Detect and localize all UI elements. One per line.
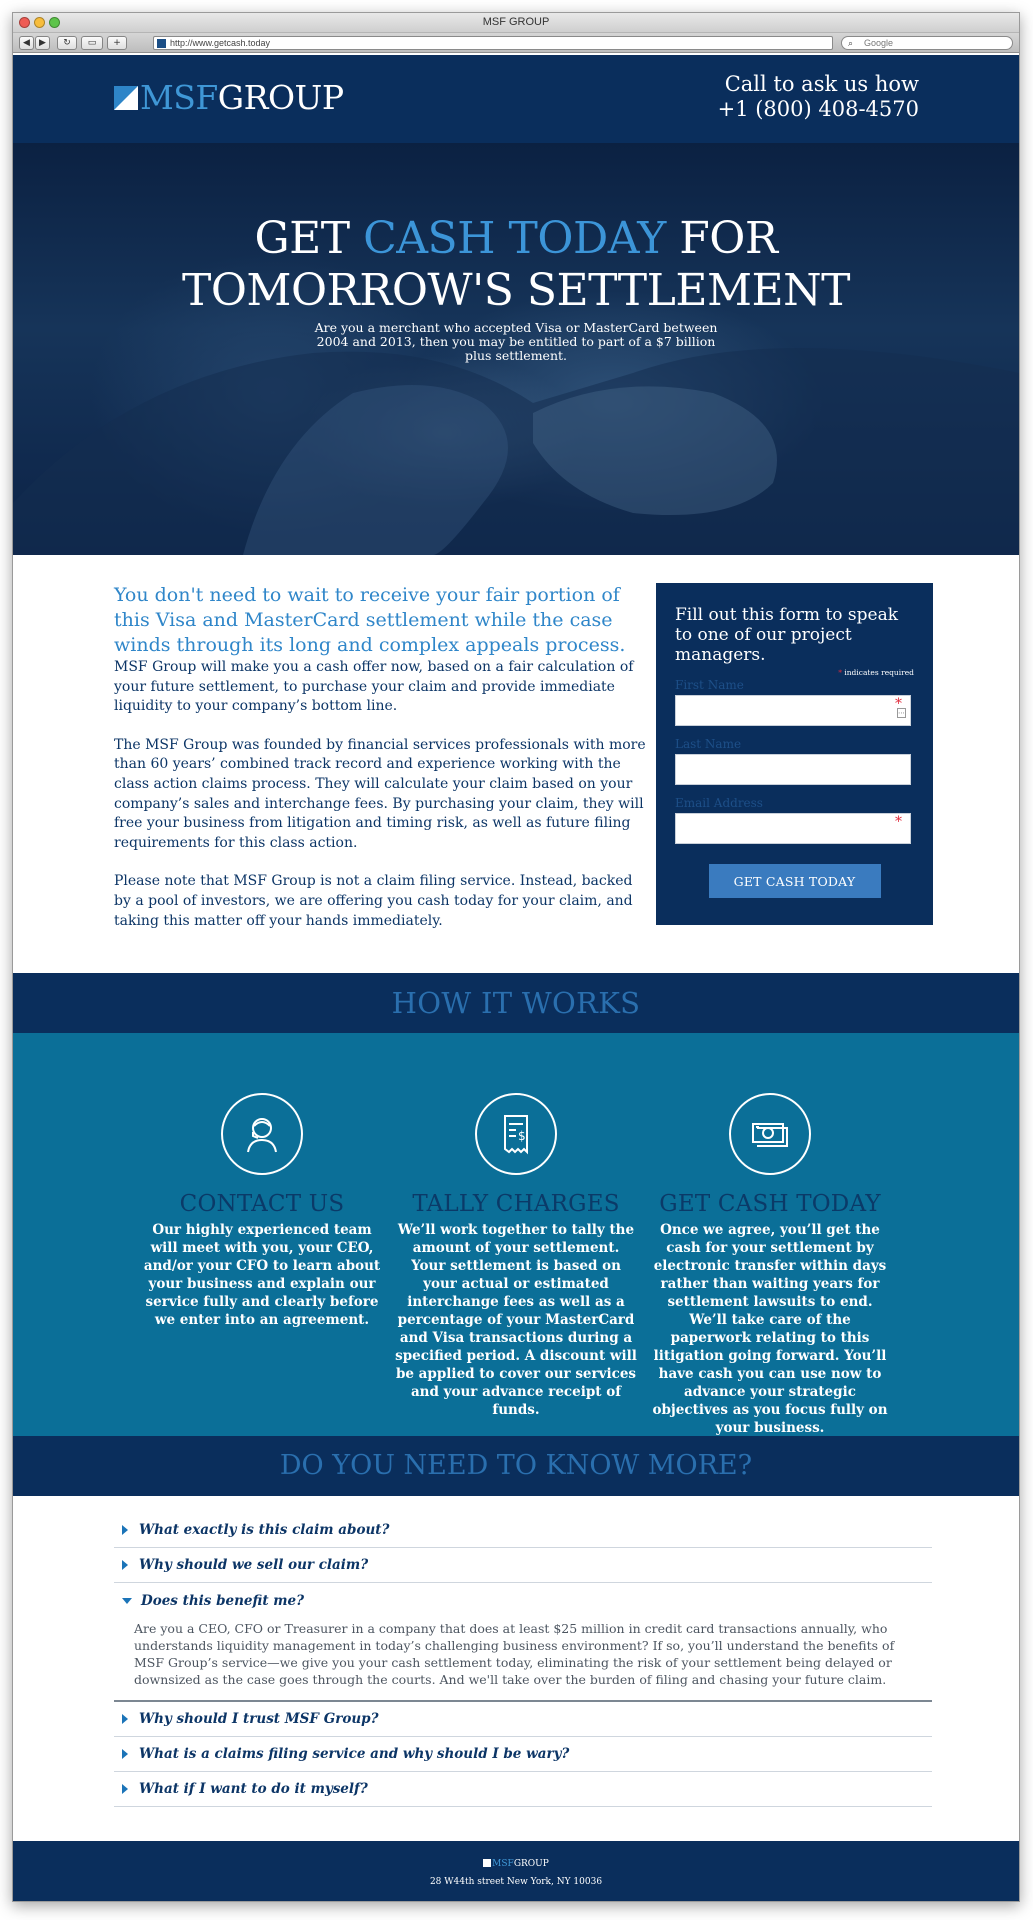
- chevron-down-icon: [122, 1598, 132, 1604]
- favicon-icon: [157, 39, 166, 48]
- faq-list: [114, 1513, 932, 1807]
- step-title: GET CASH TODAY: [659, 1191, 881, 1217]
- faq-item[interactable]: [114, 1513, 932, 1548]
- cash-icon: [729, 1093, 811, 1175]
- call-text: Call to ask us how: [724, 72, 919, 96]
- footer-logo[interactable]: MSFGROUP: [13, 1859, 1019, 1869]
- step-title: CONTACT US: [179, 1191, 345, 1217]
- intro-paragraph-1: You don't need to wait to receive your fair portion of this Visa and MasterCard settlement while the case winds through its long and complex appeals process. MSF Group will make you a cash offer now, based on a fair calculation of your future settlement, to purchase your claim and provide immediate liquidity to your company’s bottom line.: [114, 584, 634, 715]
- site-footer: [13, 1841, 1019, 1901]
- reload-icon[interactable]: ↻: [57, 36, 77, 50]
- get-cash-today-button[interactable]: GET CASH TODAY: [709, 864, 881, 898]
- faq-item[interactable]: [114, 1737, 932, 1772]
- phone-number[interactable]: +1 (800) 408-4570: [717, 97, 919, 121]
- add-bookmark-icon[interactable]: +: [107, 36, 127, 50]
- faq-question: What is a claims filing service and why should I be wary?: [139, 1746, 570, 1762]
- how-it-works-heading: HOW IT WORKS: [13, 973, 1019, 1033]
- intro-section: [13, 555, 1019, 973]
- intro-paragraph-2: The MSF Group was founded by financial services professionals with more than 60 years’ combined track record and experience working with the class action claims process. They will calculate your claim based on your company’s sales and interchange fees. By purchasing your claim, they will free your business from litigation and timing risk, as well as future filing requirements for this class action.: [114, 736, 646, 851]
- browser-search-input[interactable]: [841, 36, 1013, 50]
- form-title: Fill out this form to speak to one of our project managers.: [675, 605, 899, 665]
- title-bar: [13, 13, 1019, 33]
- back-icon[interactable]: ◀: [19, 36, 34, 50]
- intro-paragraph-3: Please note that MSF Group is not a claim filing service. Instead, backed by a pool of investors, we are offering you cash today for your claim, and taking this matter off your hands immediately.: [114, 873, 633, 929]
- hero-subtitle: Are you a merchant who accepted Visa or MasterCard between 2004 and 2013, then you may be entitled to part of a $7 billion plus settlement.: [314, 320, 718, 363]
- chevron-right-icon: [122, 1525, 128, 1535]
- svg-text:$: $: [518, 1129, 526, 1143]
- page-content: [13, 55, 1019, 1901]
- faq-section: [13, 1496, 1019, 1841]
- last-name-input[interactable]: [675, 754, 911, 785]
- browser-window: [12, 12, 1020, 1902]
- autofill-icon: ⋯: [898, 709, 905, 717]
- bookmarks-icon[interactable]: ▭: [81, 36, 103, 50]
- site-header: [13, 55, 1019, 143]
- address-bar[interactable]: [153, 36, 833, 50]
- hero-banner: [13, 143, 1019, 555]
- step-text: We’ll work together to tally the amount of your settlement. Your settlement is based on your actual or estimated interchange fees as well as a percentage of your MasterCard and Visa transactions during a specified period. A discount will be applied to cover our services and your advance receipt of funds.: [395, 1222, 637, 1418]
- email-label: Email Address: [675, 796, 763, 810]
- browser-search-placeholder: Google: [864, 38, 894, 48]
- intro-text: [114, 583, 646, 950]
- chevron-right-icon: [122, 1784, 128, 1794]
- chevron-right-icon: [122, 1749, 128, 1759]
- faq-item[interactable]: [114, 1702, 932, 1737]
- forward-icon[interactable]: ▶: [35, 36, 50, 50]
- faq-question: What if I want to do it myself?: [139, 1781, 368, 1797]
- chevron-right-icon: [122, 1560, 128, 1570]
- logo-mark-icon: [114, 86, 138, 110]
- browser-toolbar: [13, 33, 1019, 53]
- faq-item[interactable]: [114, 1772, 932, 1807]
- step-title: TALLY CHARGES: [412, 1191, 620, 1217]
- address-bar-url: http://www.getcash.today: [170, 38, 271, 48]
- faq-question: Does this benefit me?: [141, 1592, 305, 1609]
- chevron-right-icon: [122, 1714, 128, 1724]
- step-text: Once we agree, you’ll get the cash for your settlement by electronic transfer within days rather than waiting years for settlement lawsuits to end. We’ll take care of the paperwork relating to this litigation going forward. You’ll have cash you can use now to advance your strategic objectives as you focus fully on your business.: [652, 1222, 888, 1436]
- first-name-input[interactable]: * ⋯: [675, 695, 911, 726]
- step-contact-us: [140, 1093, 384, 1329]
- footer-logo-mark-icon: [483, 1859, 491, 1867]
- faq-answer: Are you a CEO, CFO or Treasurer in a company that does at least $25 million in credit card transactions annually, who understands liquidity management in today’s challenging business environment? If so, you’ll understand the benefits of MSF Group’s service—we give you your cash settlement today, eliminating the risk of your settlement being delayed or downsized as the case goes through the courts. And we'll take over the burden of filing and chasing your future claim.: [114, 1618, 932, 1702]
- faq-question: Why should we sell our claim?: [139, 1557, 369, 1573]
- last-name-label: Last Name: [675, 737, 742, 751]
- person-icon: [221, 1093, 303, 1175]
- how-it-works-section: [13, 1033, 1019, 1436]
- search-icon: ⌕: [848, 38, 854, 48]
- logo-text: MSFGROUP: [140, 78, 344, 117]
- first-name-label: First Name: [675, 678, 744, 692]
- faq-item-expanded[interactable]: [114, 1583, 932, 1618]
- required-note: * indicates required: [838, 668, 914, 677]
- hero-title: GET CASH TODAY FOR TOMORROW'S SETTLEMENT: [182, 213, 850, 316]
- email-input[interactable]: *: [675, 813, 911, 844]
- intro-lead: You don't need to wait to receive your fair portion of this Visa and MasterCard settlement while the case winds through its long and complex appeals process.: [114, 584, 626, 656]
- faq-item[interactable]: [114, 1548, 932, 1583]
- step-get-cash-today: [648, 1093, 892, 1437]
- faq-heading: DO YOU NEED TO KNOW MORE?: [13, 1436, 1019, 1496]
- faq-question: What exactly is this claim about?: [139, 1522, 390, 1538]
- window-title: MSF GROUP: [482, 16, 550, 28]
- step-tally-charges: [394, 1093, 638, 1419]
- receipt-icon: [475, 1093, 557, 1175]
- logo[interactable]: [114, 78, 344, 117]
- step-text: Our highly experienced team will meet with you, your CEO, and/or your CFO to learn about your business and explain our service fully and clearly before we enter into an agreement.: [143, 1222, 381, 1328]
- contact-form: [656, 583, 933, 925]
- call-to-action-phone: [718, 72, 919, 122]
- faq-question: Why should I trust MSF Group?: [139, 1711, 379, 1727]
- footer-address: 28 W44th street New York, NY 10036: [429, 1877, 603, 1887]
